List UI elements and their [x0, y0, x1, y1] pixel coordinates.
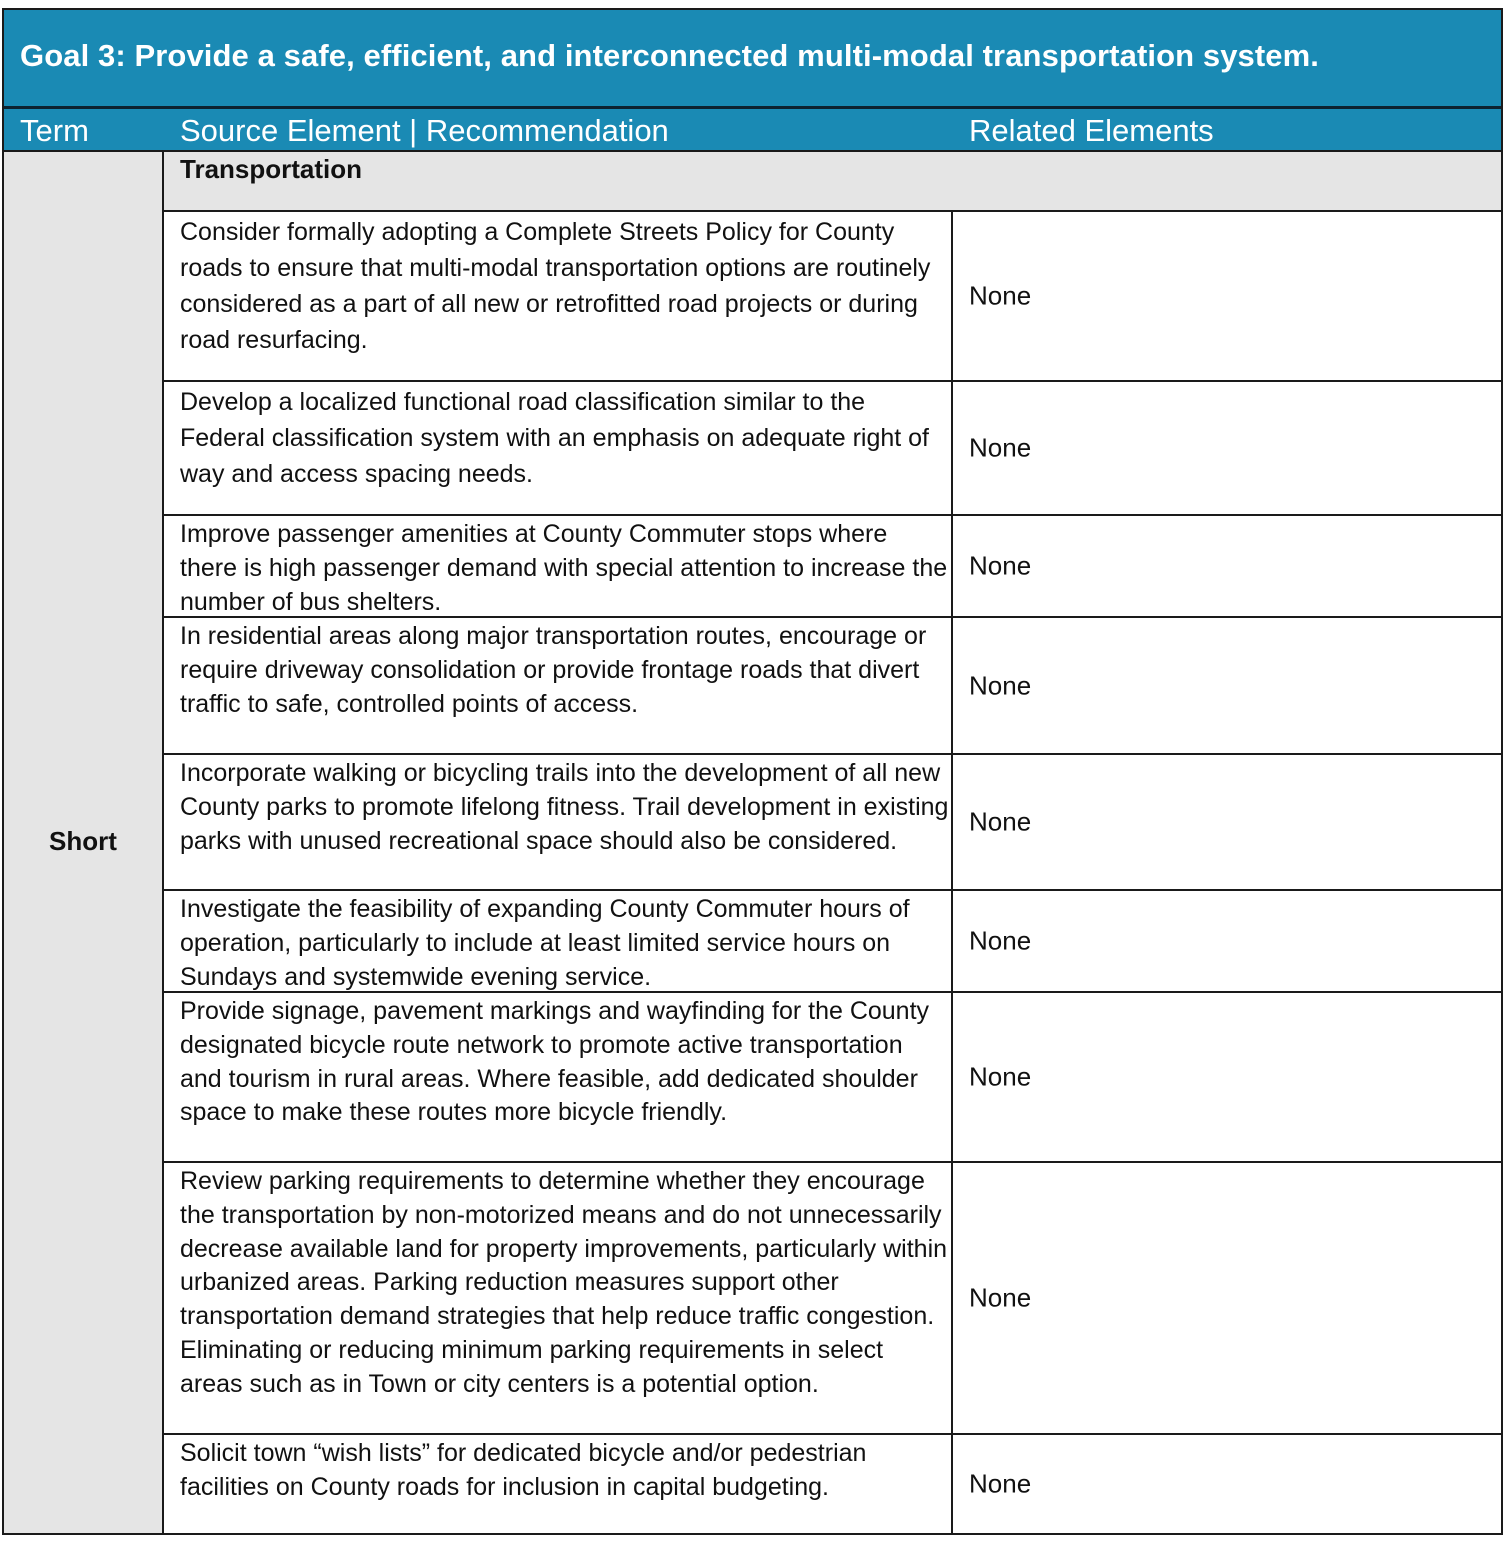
recommendation-text: In residential areas along major transportation routes, encourage or require driveway consolidation or provide frontage roads that divert traffic to safe, controlled points of access. — [180, 622, 927, 718]
table-row — [164, 1435, 1501, 1533]
table-row — [164, 382, 1501, 516]
column-divider — [951, 516, 953, 616]
term-label: Short — [49, 826, 117, 856]
column-divider — [951, 1163, 953, 1433]
column-divider — [951, 212, 953, 380]
term-column — [4, 152, 164, 1533]
header-term: Term — [20, 113, 89, 148]
recommendation-text: Provide signage, pavement markings and wayfinding for the County designated bicycle route network to promote active transportation and tourism in rural areas. Where feasible, add dedicated shoulder space to make these routes more bicycle friendly. — [180, 997, 930, 1127]
column-divider — [951, 755, 953, 889]
recommendation-text: Develop a localized functional road classification similar to the Federal classification system with an emphasis on adequate right of way and access spacing needs. — [180, 388, 929, 488]
column-divider — [951, 891, 953, 991]
related-elements-value: None — [969, 806, 1032, 837]
column-divider — [951, 382, 953, 514]
related-elements-value: None — [969, 1468, 1032, 1499]
related-elements-value: None — [969, 925, 1032, 956]
header-source-recommendation: Source Element | Recommendation — [180, 113, 669, 148]
table-row — [164, 1163, 1501, 1435]
table-row — [164, 212, 1501, 382]
section-label: Transportation — [180, 154, 363, 184]
column-divider — [951, 993, 953, 1161]
recommendation-text: Consider formally adopting a Complete Streets Policy for County roads to ensure that multi-modal transportation options are routinely considered as a part of all new or retrofitted road projects or during road resurfacing. — [180, 218, 931, 354]
related-elements-value: None — [969, 550, 1032, 581]
recommendation-text: Review parking requirements to determine whether they encourage the transportation by non-motorized means and do not unnecessarily decrease available land for property improvements, particularly within urbanized areas. Parking reduction measures support other transportation demand strategies that help reduce traffic congestion. Eliminating or reducing minimum parking requirements in select areas such as in Town or city centers is a potential option. — [180, 1167, 948, 1398]
goal-header — [4, 10, 1501, 109]
table-row — [164, 516, 1501, 618]
table-row — [164, 618, 1501, 755]
goal-title: Goal 3: Provide a safe, efficient, and interconnected multi-modal transportation system. — [20, 38, 1320, 73]
table-row — [164, 755, 1501, 891]
recommendation-text: Solicit town “wish lists” for dedicated bicycle and/or pedestrian facilities on County roads for inclusion in capital budgeting. — [180, 1439, 867, 1501]
section-row — [164, 152, 1501, 212]
column-divider — [951, 1435, 953, 1533]
related-elements-value: None — [969, 1282, 1032, 1313]
recommendation-text: Investigate the feasibility of expanding County Commuter hours of operation, particularly to include at least limited service hours on Sundays and systemwide evening service. — [180, 895, 910, 991]
header-related-elements: Related Elements — [969, 113, 1214, 148]
recommendation-text: Incorporate walking or bicycling trails into the development of all new County parks to promote lifelong fitness. Trail development in existing parks with unused recreational space should also be considered. — [180, 759, 949, 855]
column-header-row — [4, 109, 1501, 152]
table-row — [164, 891, 1501, 993]
related-elements-value: None — [969, 670, 1032, 700]
column-divider — [951, 618, 953, 753]
related-elements-value: None — [969, 432, 1032, 463]
related-elements-value: None — [969, 280, 1032, 311]
related-elements-value: None — [969, 1061, 1032, 1092]
table-row — [164, 993, 1501, 1163]
goal-table — [2, 8, 1503, 1535]
recommendation-text: Improve passenger amenities at County Commuter stops where there is high passenger demand with special attention to increase the number of bus shelters. — [180, 520, 948, 616]
